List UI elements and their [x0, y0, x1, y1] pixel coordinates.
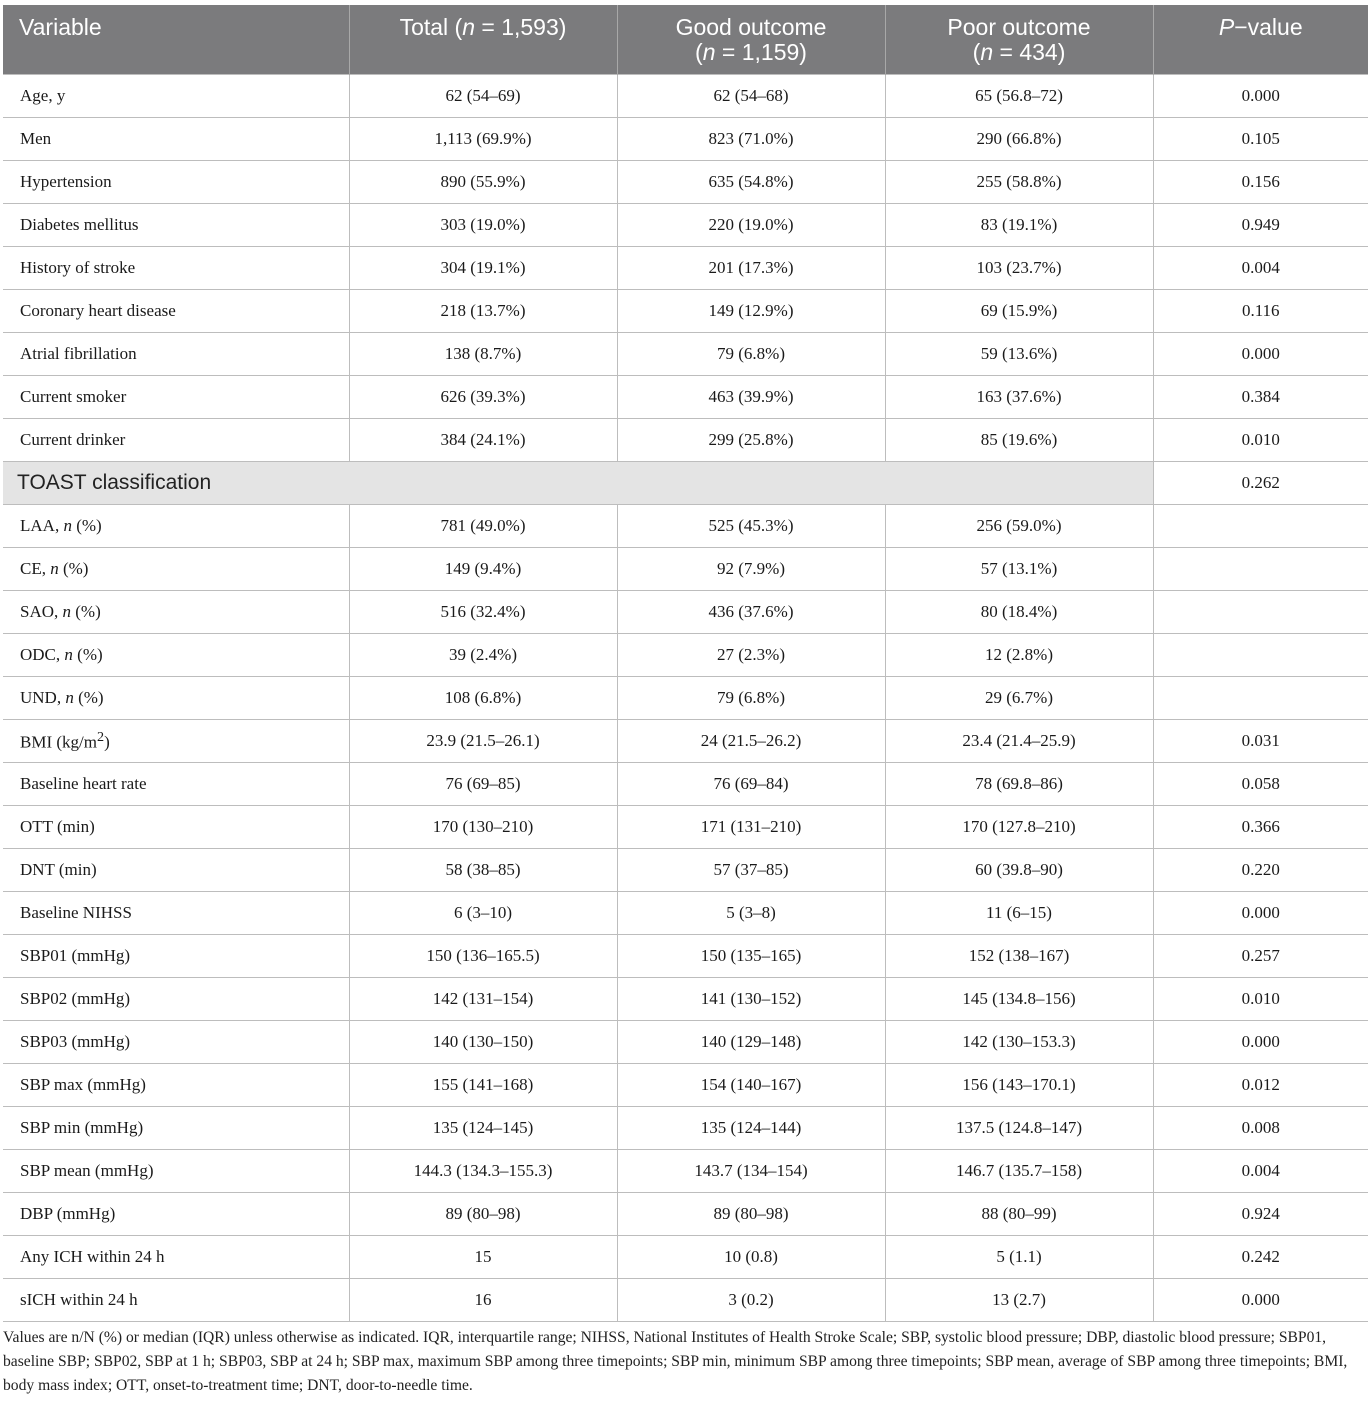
cell-total: 108 (6.8%) — [349, 677, 617, 720]
table-row — [3, 677, 1368, 720]
cell-p-value — [1153, 677, 1368, 720]
baseline-characteristics-table — [3, 5, 1368, 1322]
table-row — [3, 1064, 1368, 1107]
cell-good-outcome: 79 (6.8%) — [617, 333, 885, 376]
cell-p-value: 0.058 — [1153, 763, 1368, 806]
cell-variable: Atrial fibrillation — [3, 333, 349, 376]
cell-p-value: 0.008 — [1153, 1107, 1368, 1150]
table-footnote: Values are n/N (%) or median (IQR) unless otherwise as indicated. IQR, interquartile range; NIHSS, National Institutes of Health Stroke Scale; SBP, systolic blood pressure; DBP, diastolic blood pressure; SBP01, baseline SBP; SBP02, SBP at 1 h; SBP03, SBP at 24 h; SBP max, maximum SBP among three timepoints; SBP min, minimum SBP among three timepoints; SBP mean, average of SBP among three timepoints; BMI, body mass index; OTT, onset-to-treatment time; DNT, door-to-needle time. — [3, 1329, 1348, 1394]
cell-good-outcome: 89 (80–98) — [617, 1193, 885, 1236]
cell-p-value — [1153, 591, 1368, 634]
cell-good-outcome: 463 (39.9%) — [617, 376, 885, 419]
cell-poor-outcome: 59 (13.6%) — [885, 333, 1153, 376]
cell-variable: sICH within 24 h — [3, 1279, 349, 1322]
header-poor-outcome: Poor outcome (n = 434) — [885, 5, 1153, 75]
cell-p-value: 0.000 — [1153, 75, 1368, 118]
cell-p-value: 0.949 — [1153, 204, 1368, 247]
cell-variable: SBP02 (mmHg) — [3, 978, 349, 1021]
table-row — [3, 1279, 1368, 1322]
cell-p-value: 0.242 — [1153, 1236, 1368, 1279]
cell-poor-outcome: 23.4 (21.4–25.9) — [885, 720, 1153, 763]
cell-variable: Baseline heart rate — [3, 763, 349, 806]
table-row — [3, 75, 1368, 118]
cell-variable: SBP max (mmHg) — [3, 1064, 349, 1107]
cell-poor-outcome: 156 (143–170.1) — [885, 1064, 1153, 1107]
cell-total: 384 (24.1%) — [349, 419, 617, 462]
cell-good-outcome: 149 (12.9%) — [617, 290, 885, 333]
cell-poor-outcome: 170 (127.8–210) — [885, 806, 1153, 849]
section-label: TOAST classification — [3, 462, 1153, 505]
cell-good-outcome: 436 (37.6%) — [617, 591, 885, 634]
cell-p-value: 0.010 — [1153, 419, 1368, 462]
cell-p-value — [1153, 634, 1368, 677]
table-row — [3, 720, 1368, 763]
cell-variable: SAO, n (%) — [3, 591, 349, 634]
table-row — [3, 806, 1368, 849]
cell-good-outcome: 143.7 (134–154) — [617, 1150, 885, 1193]
cell-total: 23.9 (21.5–26.1) — [349, 720, 617, 763]
cell-p-value: 0.366 — [1153, 806, 1368, 849]
cell-total: 304 (19.1%) — [349, 247, 617, 290]
cell-poor-outcome: 78 (69.8–86) — [885, 763, 1153, 806]
cell-good-outcome: 10 (0.8) — [617, 1236, 885, 1279]
table-row — [3, 935, 1368, 978]
cell-total: 89 (80–98) — [349, 1193, 617, 1236]
cell-total: 890 (55.9%) — [349, 161, 617, 204]
cell-total: 626 (39.3%) — [349, 376, 617, 419]
cell-poor-outcome: 65 (56.8–72) — [885, 75, 1153, 118]
cell-poor-outcome: 152 (138–167) — [885, 935, 1153, 978]
cell-total: 142 (131–154) — [349, 978, 617, 1021]
table-container — [3, 5, 1368, 1398]
cell-variable: Current smoker — [3, 376, 349, 419]
table-row — [3, 247, 1368, 290]
cell-p-value: 0.031 — [1153, 720, 1368, 763]
cell-variable: LAA, n (%) — [3, 505, 349, 548]
cell-poor-outcome: 103 (23.7%) — [885, 247, 1153, 290]
cell-variable: SBP min (mmHg) — [3, 1107, 349, 1150]
table-row — [3, 505, 1368, 548]
cell-p-value: 0.262 — [1153, 462, 1368, 505]
cell-good-outcome: 140 (129–148) — [617, 1021, 885, 1064]
cell-variable: Any ICH within 24 h — [3, 1236, 349, 1279]
cell-poor-outcome: 85 (19.6%) — [885, 419, 1153, 462]
cell-variable: Coronary heart disease — [3, 290, 349, 333]
cell-good-outcome: 27 (2.3%) — [617, 634, 885, 677]
cell-variable: ODC, n (%) — [3, 634, 349, 677]
cell-good-outcome: 220 (19.0%) — [617, 204, 885, 247]
header-p-value: P−value — [1153, 5, 1368, 75]
cell-variable: SBP03 (mmHg) — [3, 1021, 349, 1064]
cell-poor-outcome: 5 (1.1) — [885, 1236, 1153, 1279]
table-row — [3, 118, 1368, 161]
cell-total: 58 (38–85) — [349, 849, 617, 892]
cell-variable: DNT (min) — [3, 849, 349, 892]
cell-total: 516 (32.4%) — [349, 591, 617, 634]
table-row — [3, 763, 1368, 806]
cell-total: 149 (9.4%) — [349, 548, 617, 591]
table-row — [3, 548, 1368, 591]
table-row — [3, 419, 1368, 462]
cell-total: 76 (69–85) — [349, 763, 617, 806]
cell-p-value: 0.220 — [1153, 849, 1368, 892]
cell-good-outcome: 525 (45.3%) — [617, 505, 885, 548]
table-row — [3, 591, 1368, 634]
cell-good-outcome: 201 (17.3%) — [617, 247, 885, 290]
cell-total: 150 (136–165.5) — [349, 935, 617, 978]
table-row — [3, 978, 1368, 1021]
cell-good-outcome: 635 (54.8%) — [617, 161, 885, 204]
cell-good-outcome: 92 (7.9%) — [617, 548, 885, 591]
cell-poor-outcome: 256 (59.0%) — [885, 505, 1153, 548]
cell-poor-outcome: 80 (18.4%) — [885, 591, 1153, 634]
cell-poor-outcome: 163 (37.6%) — [885, 376, 1153, 419]
cell-good-outcome: 76 (69–84) — [617, 763, 885, 806]
section-row-toast — [3, 462, 1368, 505]
cell-p-value: 0.384 — [1153, 376, 1368, 419]
cell-good-outcome: 141 (130–152) — [617, 978, 885, 1021]
cell-poor-outcome: 255 (58.8%) — [885, 161, 1153, 204]
cell-total: 39 (2.4%) — [349, 634, 617, 677]
table-row — [3, 634, 1368, 677]
table-row — [3, 1150, 1368, 1193]
cell-p-value: 0.004 — [1153, 247, 1368, 290]
cell-poor-outcome: 83 (19.1%) — [885, 204, 1153, 247]
cell-variable: Men — [3, 118, 349, 161]
cell-p-value — [1153, 548, 1368, 591]
cell-total: 16 — [349, 1279, 617, 1322]
cell-poor-outcome: 29 (6.7%) — [885, 677, 1153, 720]
cell-p-value — [1153, 505, 1368, 548]
table-header-row — [3, 5, 1368, 75]
cell-p-value: 0.012 — [1153, 1064, 1368, 1107]
cell-p-value: 0.000 — [1153, 333, 1368, 376]
cell-total: 144.3 (134.3–155.3) — [349, 1150, 617, 1193]
cell-variable: BMI $(kg/m^2)$ — [3, 720, 349, 763]
cell-p-value: 0.000 — [1153, 892, 1368, 935]
cell-total: 155 (141–168) — [349, 1064, 617, 1107]
cell-poor-outcome: 145 (134.8–156) — [885, 978, 1153, 1021]
cell-p-value: 0.156 — [1153, 161, 1368, 204]
header-good-outcome: Good outcome (n = 1,159) — [617, 5, 885, 75]
table-row — [3, 1236, 1368, 1279]
cell-p-value: 0.116 — [1153, 290, 1368, 333]
cell-good-outcome: 299 (25.8%) — [617, 419, 885, 462]
cell-variable: Diabetes mellitus — [3, 204, 349, 247]
cell-variable: SBP mean (mmHg) — [3, 1150, 349, 1193]
cell-total: 62 (54–69) — [349, 75, 617, 118]
cell-total: 303 (19.0%) — [349, 204, 617, 247]
cell-good-outcome: 154 (140–167) — [617, 1064, 885, 1107]
cell-good-outcome: 5 (3–8) — [617, 892, 885, 935]
cell-variable: OTT (min) — [3, 806, 349, 849]
cell-variable: Age, y — [3, 75, 349, 118]
cell-poor-outcome: 290 (66.8%) — [885, 118, 1153, 161]
table-row — [3, 204, 1368, 247]
cell-total: 6 (3–10) — [349, 892, 617, 935]
cell-variable: History of stroke — [3, 247, 349, 290]
cell-poor-outcome: 57 (13.1%) — [885, 548, 1153, 591]
cell-total: 140 (130–150) — [349, 1021, 617, 1064]
cell-good-outcome: 3 (0.2) — [617, 1279, 885, 1322]
cell-total: 135 (124–145) — [349, 1107, 617, 1150]
cell-p-value: 0.004 — [1153, 1150, 1368, 1193]
cell-poor-outcome: 13 (2.7) — [885, 1279, 1153, 1322]
table-row — [3, 376, 1368, 419]
cell-poor-outcome: 60 (39.8–90) — [885, 849, 1153, 892]
cell-variable: Baseline NIHSS — [3, 892, 349, 935]
cell-total: 218 (13.7%) — [349, 290, 617, 333]
cell-good-outcome: 135 (124–144) — [617, 1107, 885, 1150]
cell-p-value: 0.924 — [1153, 1193, 1368, 1236]
cell-p-value: 0.257 — [1153, 935, 1368, 978]
cell-poor-outcome: 12 (2.8%) — [885, 634, 1153, 677]
cell-good-outcome: 57 (37–85) — [617, 849, 885, 892]
cell-poor-outcome: 137.5 (124.8–147) — [885, 1107, 1153, 1150]
cell-good-outcome: 79 (6.8%) — [617, 677, 885, 720]
table-row — [3, 333, 1368, 376]
cell-variable: Current drinker — [3, 419, 349, 462]
table-row — [3, 1107, 1368, 1150]
header-total: Total (n = 1,593) — [349, 5, 617, 75]
table-row — [3, 892, 1368, 935]
cell-good-outcome: 150 (135–165) — [617, 935, 885, 978]
cell-variable: DBP (mmHg) — [3, 1193, 349, 1236]
cell-total: 15 — [349, 1236, 617, 1279]
cell-total: 781 (49.0%) — [349, 505, 617, 548]
cell-good-outcome: 171 (131–210) — [617, 806, 885, 849]
cell-p-value: 0.000 — [1153, 1279, 1368, 1322]
table-row — [3, 849, 1368, 892]
header-variable: Variable — [3, 5, 349, 75]
cell-poor-outcome: 142 (130–153.3) — [885, 1021, 1153, 1064]
table-row — [3, 290, 1368, 333]
cell-total: 1,113 (69.9%) — [349, 118, 617, 161]
cell-p-value: 0.105 — [1153, 118, 1368, 161]
cell-p-value: 0.000 — [1153, 1021, 1368, 1064]
cell-good-outcome: 62 (54–68) — [617, 75, 885, 118]
cell-total: 138 (8.7%) — [349, 333, 617, 376]
cell-variable: UND, n (%) — [3, 677, 349, 720]
cell-variable: Hypertension — [3, 161, 349, 204]
table-row — [3, 1193, 1368, 1236]
table-row — [3, 1021, 1368, 1064]
cell-poor-outcome: 11 (6–15) — [885, 892, 1153, 935]
cell-good-outcome: 823 (71.0%) — [617, 118, 885, 161]
cell-total: 170 (130–210) — [349, 806, 617, 849]
cell-p-value: 0.010 — [1153, 978, 1368, 1021]
table-row — [3, 161, 1368, 204]
cell-good-outcome: 24 (21.5–26.2) — [617, 720, 885, 763]
cell-poor-outcome: 146.7 (135.7–158) — [885, 1150, 1153, 1193]
cell-variable: CE, n (%) — [3, 548, 349, 591]
cell-poor-outcome: 69 (15.9%) — [885, 290, 1153, 333]
cell-variable: SBP01 (mmHg) — [3, 935, 349, 978]
cell-poor-outcome: 88 (80–99) — [885, 1193, 1153, 1236]
